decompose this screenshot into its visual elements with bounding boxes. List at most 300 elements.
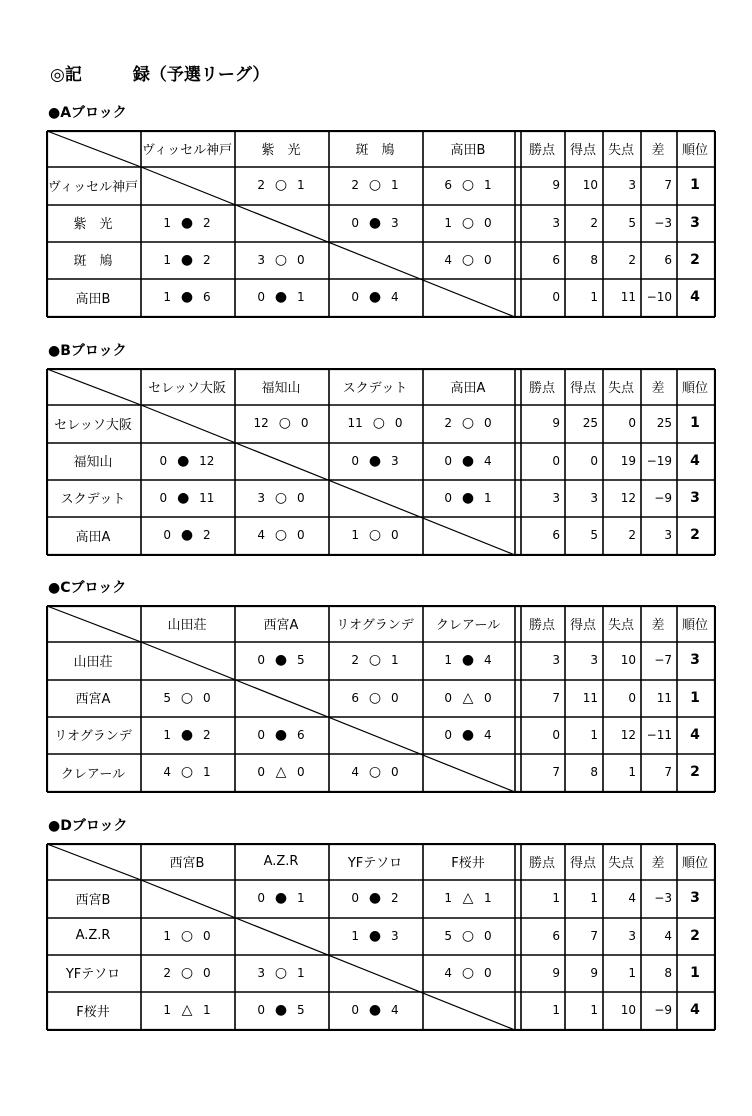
block-title: ●Dブロック [48,818,128,834]
result-symbol: ● [274,652,288,668]
goal-difference: −3 [654,215,672,230]
result-symbol: ○ [180,927,194,944]
match-score [234,241,328,278]
goals-against: 2 [203,528,211,542]
goals-against-total: 10 [620,653,636,667]
points: 3 [552,490,560,505]
goal-difference: 8 [664,965,672,980]
result-symbol: ● [177,489,190,506]
match-score [422,679,514,716]
result-symbol: ● [368,927,382,944]
goals-against: 0 [203,965,211,980]
goals-for: 0 [257,727,265,742]
match-score [140,479,234,516]
goals-for: 1 [444,891,452,905]
goal-difference: 6 [664,252,672,267]
goals-for-total: 25 [582,416,598,430]
goals-for: 3 [257,252,265,267]
goals-against: 0 [297,490,305,505]
goal-difference: −3 [654,891,672,905]
goals-against: 0 [300,416,309,430]
result-symbol: ● [180,251,194,268]
points: 6 [552,528,560,542]
goals-for: 0 [351,891,359,905]
goals-against: 0 [297,528,305,542]
result-symbol: ○ [368,764,382,780]
match-score [422,954,514,991]
result-symbol: ● [180,726,194,743]
goals-for: 12 [253,416,269,430]
result-symbol: ● [274,289,288,305]
goals-for-total: 8 [590,252,598,267]
goals-against: 1 [297,290,305,304]
corner-diagonal [47,606,141,642]
goals-against: 0 [484,416,492,430]
points: 6 [552,928,560,943]
result-symbol: ○ [180,689,194,706]
points: 1 [552,1003,560,1017]
goals-for: 0 [257,290,265,304]
points: 9 [552,416,560,430]
goals-for: 3 [257,490,265,505]
goals-for: 2 [257,178,265,192]
goals-for: 0 [444,690,452,705]
result-symbol: △ [462,890,474,906]
match-score [140,204,234,241]
goals-against: 4 [484,453,492,468]
goals-against: 3 [391,453,399,468]
result-symbol: ○ [372,415,385,431]
team-header: 福知山 [261,380,301,396]
match-score [234,753,328,791]
goals-for: 0 [159,490,168,505]
goals-for: 2 [351,178,359,192]
league-table [46,605,714,791]
goals-for: 4 [257,528,265,542]
points: 0 [552,290,560,304]
stat-header: 差 [651,380,665,396]
goals-against: 1 [297,891,305,905]
team-header: 西宮B [169,855,205,871]
league-table [46,843,714,1029]
rank: 3 [690,214,700,231]
goals-for: 0 [257,1003,265,1017]
stat-header: 失点 [607,142,634,158]
result-symbol: ○ [274,177,288,193]
match-score [140,278,234,316]
goals-for: 2 [351,653,359,667]
result-symbol: ○ [368,177,382,193]
result-symbol: ○ [368,527,382,543]
league-table [46,368,714,554]
match-score [328,679,422,716]
result-symbol: ○ [274,527,288,543]
team-name: リオグランデ [54,729,132,744]
goals-against: 1 [484,891,492,905]
goal-difference: 4 [664,928,672,943]
match-score [140,516,234,554]
block-title: ●Aブロック [48,105,127,121]
result-symbol: ● [461,652,475,668]
rank: 1 [690,177,700,193]
goals-against: 1 [203,1003,211,1017]
rank: 4 [690,289,700,305]
team-header: 斑 鳩 [355,142,395,158]
goals-against: 0 [391,690,399,705]
match-score [328,991,422,1029]
block-title: ●Bブロック [48,343,127,359]
match-score [234,991,328,1029]
rank: 3 [690,652,700,668]
match-score [328,917,422,954]
goals-for: 1 [163,252,171,267]
goals-against: 6 [203,290,211,304]
result-symbol: ● [461,726,475,743]
goals-against-total: 4 [628,891,636,905]
team-name: 高田B [75,291,111,307]
goal-difference: −11 [646,727,672,742]
goals-against: 0 [484,690,492,705]
goals-for: 0 [257,765,265,779]
goals-against: 1 [203,765,211,779]
goals-for: 4 [444,965,452,980]
match-score [234,166,328,204]
goal-difference: −7 [654,653,672,667]
goals-against: 0 [484,928,492,943]
goals-against: 0 [297,765,305,779]
result-symbol: ● [461,452,475,469]
goal-difference: −19 [646,453,672,468]
result-symbol: ● [368,289,382,305]
rank: 1 [690,415,700,431]
result-symbol: ● [274,890,288,906]
result-symbol: ○ [180,964,194,981]
stat-header: 差 [651,617,665,633]
goals-for: 1 [163,1003,171,1017]
goals-against: 0 [391,765,399,779]
goals-against-total: 2 [628,528,636,542]
result-symbol: ○ [461,927,475,944]
points: 7 [552,690,560,705]
goal-difference: 7 [664,765,672,779]
match-score [234,954,328,991]
goals-against: 1 [391,653,399,667]
goals-against: 1 [484,490,492,505]
match-score [422,917,514,954]
match-score [234,404,328,442]
result-symbol: ○ [368,652,382,668]
corner-diagonal [47,844,141,880]
goals-for: 1 [351,528,359,542]
page-title: ◎記 録（予選リーグ） [50,65,270,85]
team-name: 斑 鳩 [73,254,113,269]
goals-for: 11 [347,416,363,430]
team-name: セレッソ大阪 [54,417,132,433]
match-score [140,241,234,278]
goals-against: 0 [297,252,305,267]
team-header: リオグランデ [336,617,414,633]
goals-for: 0 [163,528,171,542]
goals-for-total: 8 [590,765,598,779]
goals-against: 1 [391,178,399,192]
team-name: A.Z.R [75,928,111,943]
stat-header: 得点 [569,142,596,158]
team-name: ヴィッセル神戸 [47,179,139,195]
block-title: ●Cブロック [48,580,127,596]
goal-difference: −10 [646,290,672,304]
result-symbol: △ [462,689,474,706]
result-symbol: ○ [278,415,291,431]
match-score [234,516,328,554]
goals-against: 0 [203,690,211,705]
goals-against-total: 1 [628,765,636,779]
stat-header: 順位 [681,380,708,396]
team-name: 紫 光 [73,217,113,232]
goals-against: 3 [391,215,399,230]
rank: 3 [690,890,700,906]
match-score [328,641,422,679]
goal-difference: −9 [654,490,672,505]
result-symbol: ● [274,726,288,743]
league-table [46,130,714,316]
stat-header: 失点 [607,855,634,871]
result-symbol: ○ [461,251,475,268]
team-header: F桜井 [451,855,485,871]
team-name: F桜井 [76,1004,110,1020]
goals-for: 2 [163,965,171,980]
match-score [234,641,328,679]
team-name: 高田A [75,529,111,545]
result-symbol: ● [368,214,382,231]
stat-header: 勝点 [528,380,555,396]
points: 0 [552,727,560,742]
stat-header: 失点 [607,617,634,633]
goals-for-total: 2 [590,215,598,230]
goals-against: 1 [297,178,305,192]
goals-for: 1 [163,290,171,304]
goal-difference: 25 [656,416,672,430]
goals-for: 4 [351,765,359,779]
goals-against: 11 [199,490,215,505]
stat-header: 勝点 [528,855,555,871]
goals-against-total: 3 [628,178,636,192]
goals-for-total: 1 [590,1003,598,1017]
goals-against-total: 10 [620,1003,636,1017]
goals-against: 0 [484,215,492,230]
goals-against: 1 [297,965,305,980]
goals-for: 5 [163,690,171,705]
goals-against-total: 19 [620,453,636,468]
goals-against-total: 1 [628,965,636,980]
goals-for: 1 [163,215,171,230]
team-name: 山田荘 [73,654,113,670]
match-score [328,404,422,442]
goals-for: 0 [444,727,452,742]
rank: 4 [690,452,700,469]
goals-against-total: 3 [628,928,636,943]
match-score [422,241,514,278]
goal-difference: 3 [664,528,672,542]
points: 0 [552,453,560,468]
team-header: 高田B [450,142,486,158]
goals-for: 0 [257,891,265,905]
result-symbol: ● [180,214,194,231]
goals-for: 1 [351,928,359,943]
team-name: 西宮B [75,892,111,908]
stat-header: 得点 [569,855,596,871]
match-score [140,991,234,1029]
team-name: スクデット [60,492,126,507]
match-score [422,479,514,516]
result-symbol: ○ [461,415,475,431]
stat-header: 勝点 [528,142,555,158]
goals-against: 4 [484,727,492,742]
match-score [234,479,328,516]
goals-against: 2 [203,252,211,267]
team-header: セレッソ大阪 [148,380,226,396]
stat-header: 順位 [681,142,708,158]
match-score [328,166,422,204]
goals-for: 1 [163,928,171,943]
goals-against: 0 [203,928,211,943]
match-score [328,442,422,479]
match-score [422,204,514,241]
match-score [328,753,422,791]
result-symbol: ● [368,1002,382,1018]
team-header: スクデット [342,380,408,396]
goals-against: 12 [199,453,215,468]
points: 6 [552,252,560,267]
points: 1 [552,891,560,905]
team-header: ヴィッセル神戸 [141,142,233,158]
stat-header: 順位 [681,855,708,871]
rank: 1 [690,964,700,981]
team-header: クレアール [435,617,501,633]
match-score [328,204,422,241]
points: 7 [552,765,560,779]
result-symbol: ○ [274,251,288,268]
match-score [234,879,328,917]
goals-for: 1 [163,727,171,742]
goals-for-total: 11 [582,690,598,705]
goals-for: 0 [351,453,359,468]
goals-for: 1 [444,653,452,667]
match-score [422,404,514,442]
result-symbol: ○ [368,689,382,706]
goals-for: 6 [444,178,452,192]
goals-for: 0 [444,453,452,468]
stat-header: 差 [651,855,665,871]
result-symbol: ○ [461,214,475,231]
goals-against-total: 11 [620,290,636,304]
goals-for: 0 [159,453,168,468]
goals-against: 0 [484,252,492,267]
team-name: クレアール [60,766,126,782]
match-score [422,716,514,753]
goals-for: 6 [351,690,359,705]
points: 3 [552,215,560,230]
goals-for: 2 [444,416,452,430]
goals-for: 4 [444,252,452,267]
match-score [422,442,514,479]
result-symbol: ● [180,289,194,305]
stat-header: 得点 [569,617,596,633]
match-score [140,679,234,716]
goal-difference: 11 [656,690,672,705]
goals-against: 2 [391,891,399,905]
goals-against: 5 [297,653,305,667]
goals-against: 5 [297,1003,305,1017]
goals-against: 6 [297,727,305,742]
goals-against-total: 0 [628,416,636,430]
team-header: A.Z.R [263,853,299,869]
team-name: YFテソロ [65,967,121,982]
result-symbol: ○ [180,764,194,780]
goals-for: 0 [351,290,359,304]
points: 3 [552,653,560,667]
goals-for-total: 3 [590,653,598,667]
result-symbol: ● [177,452,190,469]
goals-against: 0 [484,965,492,980]
goals-for: 0 [444,490,452,505]
match-score [422,879,514,917]
rank: 4 [690,1002,700,1018]
rank: 3 [690,489,700,506]
goals-for: 3 [257,965,265,980]
corner-diagonal [47,369,141,405]
stat-header: 差 [651,142,665,158]
result-symbol: ● [274,1002,288,1018]
goals-for: 4 [163,765,171,779]
result-symbol: ○ [274,489,288,506]
match-score [328,516,422,554]
result-symbol: △ [181,1002,193,1018]
match-score [234,278,328,316]
goals-for-total: 10 [582,178,598,192]
goals-against-total: 12 [620,727,636,742]
rank: 1 [690,689,700,706]
goal-difference: 7 [664,178,672,192]
match-score [140,917,234,954]
result-symbol: ○ [274,964,288,981]
match-score [234,716,328,753]
goals-against: 4 [484,653,492,667]
goals-for-total: 5 [590,528,598,542]
goals-against: 2 [203,727,211,742]
team-header: 高田A [450,380,486,396]
stat-header: 勝点 [528,617,555,633]
team-header: YFテソロ [347,855,403,871]
goals-against-total: 0 [628,690,636,705]
match-score [140,716,234,753]
goals-against-total: 5 [628,215,636,230]
goals-against: 4 [391,290,399,304]
match-score [422,641,514,679]
goals-for-total: 1 [590,290,598,304]
goals-for-total: 1 [590,727,598,742]
goals-for-total: 7 [590,928,598,943]
rank: 2 [690,251,700,268]
goals-for: 1 [444,215,452,230]
result-symbol: △ [275,764,287,780]
rank: 4 [690,726,700,743]
rank: 2 [690,527,700,543]
team-header: 西宮A [263,617,299,633]
match-score [140,954,234,991]
rank: 2 [690,927,700,944]
goals-for-total: 0 [590,453,598,468]
goals-against: 3 [391,928,399,943]
